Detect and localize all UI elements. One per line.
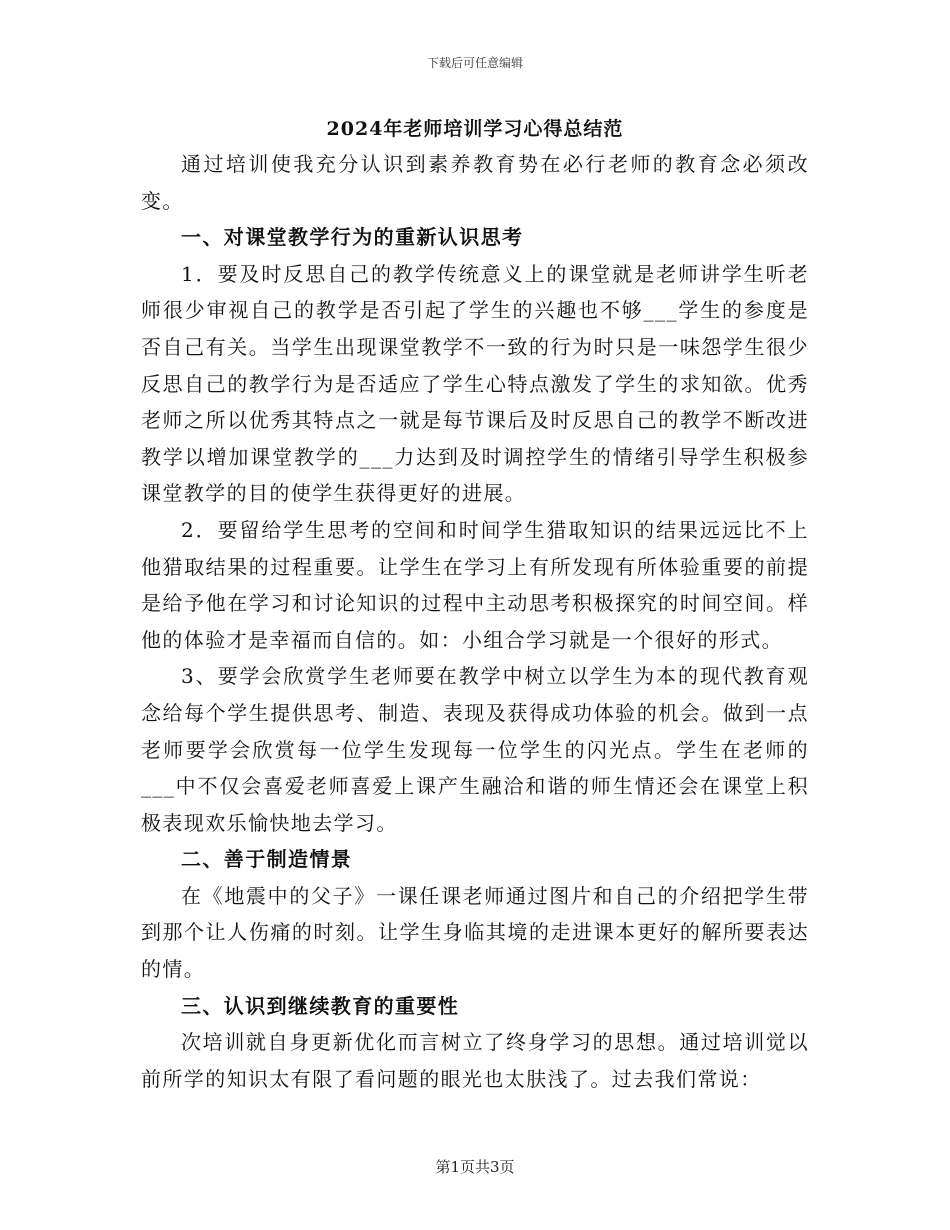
section-heading: 一、对课堂教学行为的重新认识思考 [181,225,524,250]
document-body [141,146,809,1097]
page-header-note: 下载后可任意编辑 [426,56,523,70]
section-heading: 二、善于制造情景 [181,847,353,872]
paragraph: 3、要学会欣赏学生老师要在教学中树立以学生为本的现代教育观念给每个学生提供思考、制造、表现及获得成功体验的机会。做到一点老师要学会欣赏每一位学生发现每一位学生的闪光点。学生在老师的___中不仅会喜爱老师喜爱上课产生融洽和谐的师生情还会在课堂上积极表现欢乐愉快地去学习。 [141,664,809,835]
paragraph: 2．要留给学生思考的空间和时间学生猎取知识的结果远远比不上他猎取结果的过程重要。让学生在学习上有所发现有所体验重要的前提是给予他在学习和讨论知识的过程中主动思考积极探究的时间空间。样他的体验才是幸福而自信的。如：小组合学习就是一个很好的形式。 [141,517,809,652]
paragraph: 通过培训使我充分认识到素养教育势在必行老师的教育念必须改变。 [141,152,809,213]
page-footer-number: 第1页共3页 [435,1158,515,1176]
section-heading: 三、认识到继续教育的重要性 [181,993,460,1018]
paragraph: 次培训就自身更新优化而言树立了终身学习的思想。通过培训觉以前所学的知识太有限了看问题的眼光也太肤浅了。过去我们常说： [141,1030,809,1091]
paragraph: 1．要及时反思自己的教学传统意义上的课堂就是老师讲学生听老师很少审视自己的教学是否引起了学生的兴趣也不够___学生的参度是否自己有关。当学生出现课堂教学不一致的行为时只是一味怨学生很少反思自己的教学行为是否适应了学生心特点激发了学生的求知欲。优秀老师之所以优秀其特点之一就是每节课后及时反思自己的教学不断改进教学以增加课堂教学的___力达到及时调控学生的情绪引导学生积极参课堂教学的目的使学生获得更好的进展。 [141,261,809,506]
paragraph: 在《地震中的父子》一课任课老师通过图片和自己的介绍把学生带到那个让人伤痛的时刻。让学生身临其境的走进课本更好的解所要表达的情。 [141,883,809,982]
document-title: 2024年老师培训学习心得总结范 [326,118,624,140]
